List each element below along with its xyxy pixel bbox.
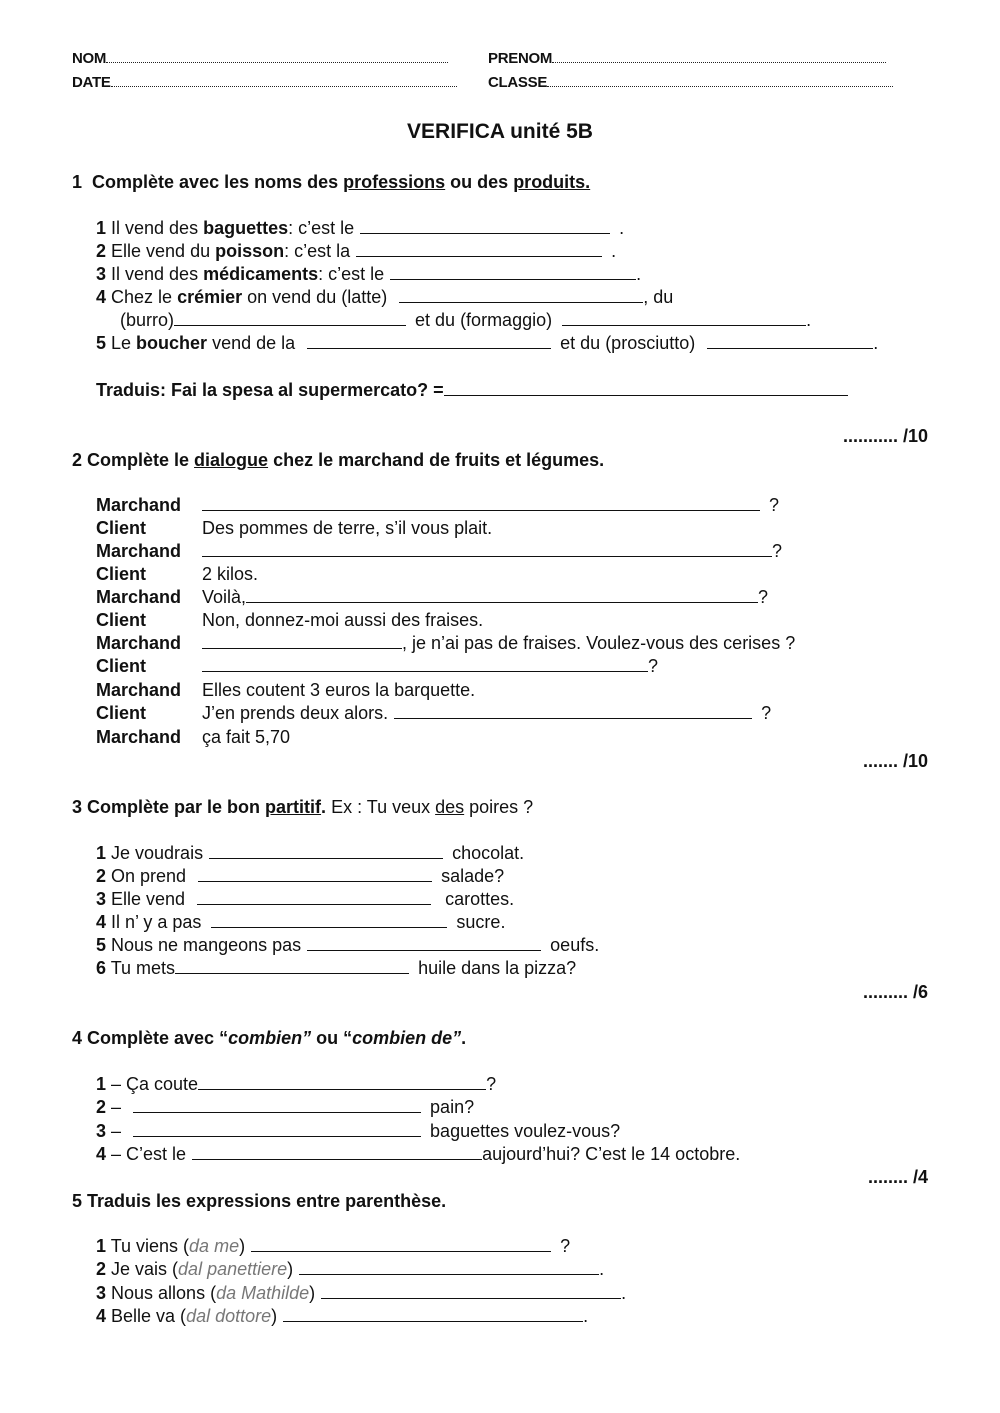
answer-blank[interactable] xyxy=(394,702,752,719)
section-1-heading: 1 Complète avec les noms des professions ou des produits. xyxy=(72,172,591,192)
answer-blank[interactable] xyxy=(209,842,443,859)
exercise-item: 4 – C’est le aujourd’hui? C’est le 14 octobre. xyxy=(96,1144,741,1164)
exercise-item: 1 Il vend des baguettes: c’est le . xyxy=(96,218,625,238)
answer-blank[interactable] xyxy=(707,332,873,349)
answer-blank[interactable] xyxy=(202,632,402,649)
answer-blank[interactable] xyxy=(246,586,758,603)
exercise-item: 2 On prend salade? xyxy=(96,866,505,886)
exercise-item: 2 – pain? xyxy=(96,1097,475,1117)
nom-input[interactable] xyxy=(106,50,448,63)
exercise-item: 1 – Ça coute ? xyxy=(96,1074,497,1094)
answer-blank[interactable] xyxy=(307,934,541,951)
classe-field[interactable] xyxy=(488,72,893,94)
answer-blank[interactable] xyxy=(202,655,648,672)
dialogue-line: Marchand Voilà, ? xyxy=(96,587,769,607)
exercise-item: 6 Tu mets huile dans la pizza? xyxy=(96,958,577,978)
score-section-1: ........... /10 xyxy=(842,426,928,446)
exercise-item: 4 Il n’ y a pas sucre. xyxy=(96,912,506,932)
answer-blank[interactable] xyxy=(197,888,431,905)
dialogue-line: Marchand ça fait 5,70 xyxy=(96,727,291,747)
dialogue-line: Client Non, donnez-moi aussi des fraises. xyxy=(96,610,484,630)
exercise-item: 1 Je voudrais chocolat. xyxy=(96,843,525,863)
score-section-2: ....... /10 xyxy=(862,751,928,771)
answer-blank[interactable] xyxy=(174,309,406,326)
answer-blank[interactable] xyxy=(192,1143,482,1160)
exercise-item: 1 Tu viens (da me) ? xyxy=(96,1236,571,1256)
dialogue-line: Client Des pommes de terre, s’il vous plait. xyxy=(96,518,493,538)
dialogue-line: Marchand ? xyxy=(96,541,783,561)
exercise-item: 3 Elle vend carottes. xyxy=(96,889,515,909)
answer-blank[interactable] xyxy=(251,1235,551,1252)
exercise-item: 3 – baguettes voulez-vous? xyxy=(96,1121,621,1141)
dialogue-line: Marchand Elles coutent 3 euros la barquette. xyxy=(96,680,476,700)
score-section-4: ........ /4 xyxy=(867,1167,928,1187)
answer-blank[interactable] xyxy=(562,309,806,326)
answer-blank[interactable] xyxy=(307,332,551,349)
date-input[interactable] xyxy=(111,74,457,87)
answer-blank[interactable] xyxy=(198,1073,486,1090)
answer-blank[interactable] xyxy=(321,1282,621,1299)
dialogue-line: Client J’en prends deux alors. ? xyxy=(96,703,772,723)
answer-blank[interactable] xyxy=(202,540,772,557)
exercise-item: 4 Chez le crémier on vend du (latte) , du xyxy=(96,287,674,307)
nom-field[interactable] xyxy=(72,48,448,70)
score-section-3: ......... /6 xyxy=(862,982,928,1002)
answer-blank[interactable] xyxy=(198,865,432,882)
dialogue-line: Client 2 kilos. xyxy=(96,564,259,584)
answer-blank[interactable] xyxy=(299,1258,599,1275)
section-5-heading: 5 Traduis les expressions entre parenthèse. xyxy=(72,1191,447,1211)
answer-blank[interactable] xyxy=(356,240,602,257)
answer-blank[interactable] xyxy=(211,911,447,928)
exercise-item: 4 Belle va (dal dottore) . xyxy=(96,1306,589,1326)
nom-label: NOM xyxy=(72,50,107,67)
answer-blank[interactable] xyxy=(399,286,643,303)
prenom-label: PRENOM xyxy=(488,50,553,67)
exercise-item: 2 Elle vend du poisson: c’est la . xyxy=(96,241,617,261)
dialogue-line: Client ? xyxy=(96,656,659,676)
exercise-item: 5 Nous ne mangeons pas oeufs. xyxy=(96,935,600,955)
prenom-field[interactable] xyxy=(488,48,886,70)
classe-label: CLASSE xyxy=(488,74,548,91)
dialogue-line: Marchand , je n’ai pas de fraises. Voulez-vous des cerises ? xyxy=(96,633,796,653)
date-label: DATE xyxy=(72,74,111,91)
exercise-item: 3 Il vend des médicaments: c’est le . xyxy=(96,264,642,284)
answer-blank[interactable] xyxy=(133,1120,421,1137)
page-title: VERIFICA unité 5B xyxy=(407,120,593,143)
exercise-item: 5 Le boucher vend de la et du (prosciutto) . xyxy=(96,333,879,353)
answer-blank[interactable] xyxy=(360,217,610,234)
prenom-input[interactable] xyxy=(552,50,886,63)
exercise-item: 3 Nous allons (da Mathilde) . xyxy=(96,1283,627,1303)
exercise-item: 2 Je vais (dal panettiere) . xyxy=(96,1259,605,1279)
dialogue-line: Marchand ? xyxy=(96,495,780,515)
section-4-heading: 4 Complète avec “combien” ou “combien de”. xyxy=(72,1028,467,1048)
answer-blank[interactable] xyxy=(283,1305,583,1322)
classe-input[interactable] xyxy=(547,74,893,87)
answer-blank[interactable] xyxy=(133,1096,421,1113)
answer-blank[interactable] xyxy=(390,263,636,280)
date-field[interactable] xyxy=(72,72,457,94)
translation-prompt: Traduis: Fai la spesa al supermercato? = xyxy=(96,379,848,401)
section-2-heading: 2 Complète le dialogue chez le marchand de fruits et légumes. xyxy=(72,450,605,470)
exercise-item-continued: (burro) et du (formaggio) . xyxy=(120,310,812,330)
answer-blank[interactable] xyxy=(175,957,409,974)
answer-blank[interactable] xyxy=(444,379,848,396)
answer-blank[interactable] xyxy=(202,494,760,511)
section-3-heading: 3 Complète par le bon partitif. Ex : Tu veux des poires ? xyxy=(72,797,534,817)
